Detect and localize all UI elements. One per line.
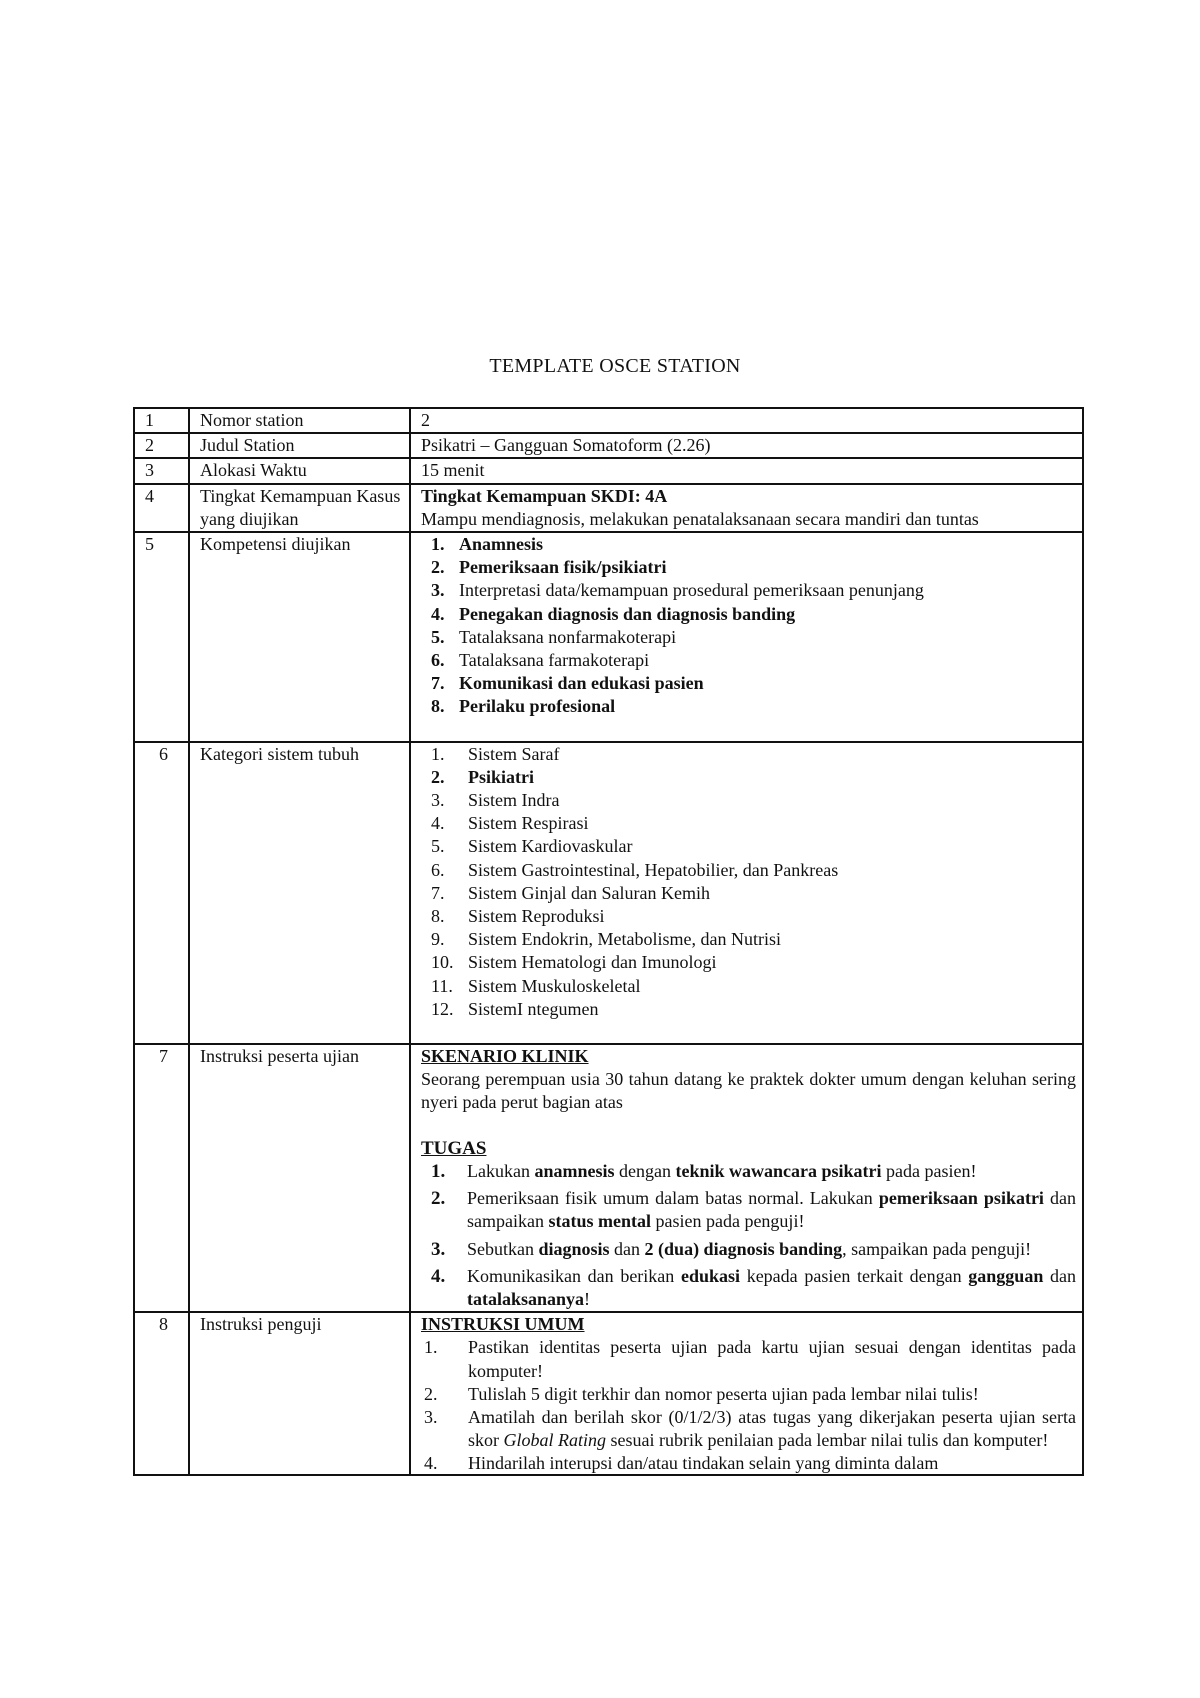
list-item: [421, 766, 1076, 789]
table-row: [134, 1312, 1083, 1475]
list-text: Sistem Respirasi: [468, 813, 589, 834]
row-number: 7: [134, 1044, 189, 1312]
table-row: [134, 408, 1083, 433]
list-text: sesuai rubrik penilaian pada lembar nilai tulis dan komputer!: [606, 1430, 1049, 1451]
row-label: Judul Station: [189, 433, 410, 458]
list-text: dan: [1043, 1265, 1077, 1286]
table-row: [134, 433, 1083, 458]
list-number: 8.: [431, 906, 445, 927]
general-instructions-heading: INSTRUKSI UMUM: [421, 1314, 585, 1335]
list-item: [421, 835, 1076, 858]
list-item: [421, 882, 1076, 905]
list-number: 1.: [431, 1160, 446, 1182]
list-item: [421, 998, 1076, 1021]
list-item: [421, 1336, 1076, 1382]
list-text: Psikiatri: [468, 766, 534, 787]
list-item: [421, 1383, 1076, 1406]
row-label: Kompetensi diujikan: [189, 532, 410, 742]
scenario-heading: SKENARIO KLINIK: [421, 1046, 589, 1067]
list-text: SistemI ntegumen: [468, 998, 599, 1019]
list-number: 4.: [431, 603, 445, 624]
list-text-bold: diagnosis: [538, 1238, 610, 1259]
table-row: [134, 742, 1083, 1044]
scenario-text: Seorang perempuan usia 30 tahun datang ke praktek dokter umum dengan keluhan sering nyeri pada perut bagian atas: [421, 1069, 1076, 1113]
row-label: Kategori sistem tubuh: [189, 742, 410, 1044]
list-text-bold: pemeriksaan psikatri: [878, 1188, 1044, 1209]
list-number: 3.: [424, 1406, 438, 1427]
row-value: 2: [410, 408, 1083, 433]
list-text-italic: Global Rating: [503, 1430, 606, 1451]
table-row: [134, 532, 1083, 742]
list-item: [421, 1238, 1076, 1261]
list-text: pada pasien!: [881, 1160, 977, 1181]
list-text: pasien pada penguji!: [650, 1211, 805, 1232]
list-text: Sistem Indra: [468, 790, 560, 811]
skdi-level-heading: Tingkat Kemampuan SKDI: 4A: [421, 485, 668, 506]
list-text: dengan: [614, 1160, 676, 1181]
list-text: Sistem Gastrointestinal, Hepatobilier, dan Pankreas: [468, 859, 839, 880]
row-label: Tingkat Kemampuan Kasus yang diujikan: [189, 484, 410, 532]
list-item: [421, 1160, 1076, 1183]
list-number: 10.: [431, 952, 454, 973]
list-text-bold: 2 (dua) diagnosis banding: [644, 1238, 843, 1259]
list-item: [421, 1265, 1076, 1311]
list-item: [421, 695, 1076, 718]
list-item: [421, 928, 1076, 951]
row-value: [410, 1312, 1083, 1475]
list-text: Hindarilah interupsi dan/atau tindakan selain yang diminta dalam: [468, 1453, 939, 1474]
list-text-bold: anamnesis: [534, 1160, 615, 1181]
list-item: [421, 951, 1076, 974]
list-number: 12.: [431, 998, 454, 1019]
row-value: [410, 532, 1083, 742]
list-number: 1.: [424, 1337, 438, 1358]
list-number: 8.: [431, 696, 445, 717]
list-text-bold: status mental: [548, 1211, 651, 1232]
list-text: Amatilah dan berilah skor (0/1/2/3) atas tugas yang dikerjakan peserta ujian serta skor: [468, 1406, 1076, 1451]
row-value: 15 menit: [410, 458, 1083, 483]
row-value: Psikatri – Gangguan Somatoform (2.26): [410, 433, 1083, 458]
list-text: Sistem Hematologi dan Imunologi: [468, 952, 717, 973]
list-number: 4.: [431, 813, 445, 834]
body-system-list: [421, 743, 1076, 1021]
list-text-bold: edukasi: [680, 1265, 741, 1286]
row-number: 6: [134, 742, 189, 1044]
list-item: [421, 556, 1076, 579]
list-item: [421, 859, 1076, 882]
list-text: Sistem Endokrin, Metabolisme, dan Nutrisi: [468, 929, 781, 950]
row-number: 5: [134, 532, 189, 742]
task-list: [421, 1160, 1076, 1311]
list-text-bold: gangguan: [968, 1265, 1044, 1286]
table-row: [134, 458, 1083, 483]
list-text: Tatalaksana nonfarmakoterapi: [459, 626, 677, 647]
list-text: , sampaikan pada penguji!: [842, 1238, 1032, 1259]
list-item: [421, 626, 1076, 649]
list-number: 5.: [431, 836, 445, 857]
list-number: 9.: [431, 929, 445, 950]
list-item: [421, 743, 1076, 766]
row-value: [410, 484, 1083, 532]
list-number: 11.: [431, 975, 453, 996]
table-row: [134, 1044, 1083, 1312]
list-text: Tulislah 5 digit terkhir dan nomor peserta ujian pada lembar nilai tulis!: [468, 1383, 979, 1404]
competency-list: [421, 533, 1076, 719]
row-label: Instruksi peserta ujian: [189, 1044, 410, 1312]
row-label: Alokasi Waktu: [189, 458, 410, 483]
list-text: !: [584, 1288, 591, 1309]
list-text: Tatalaksana farmakoterapi: [459, 650, 650, 671]
list-item: [421, 672, 1076, 695]
list-text: Komunikasi dan edukasi pasien: [459, 673, 704, 694]
examiner-instruction-list: [421, 1336, 1076, 1474]
list-number: 1.: [431, 743, 445, 764]
list-text: Perilaku profesional: [459, 696, 616, 717]
list-text: Sistem Reproduksi: [468, 906, 605, 927]
row-label: Instruksi penguji: [189, 1312, 410, 1475]
document-title: TEMPLATE OSCE STATION: [489, 355, 741, 377]
row-number: 2: [134, 433, 189, 458]
list-text: Interpretasi data/kemampuan prosedural pemeriksaan penunjang: [459, 580, 924, 601]
row-value: [410, 1044, 1083, 1312]
list-item: [421, 1452, 1076, 1474]
list-number: 4.: [424, 1453, 438, 1474]
list-text: Pastikan identitas peserta ujian pada kartu ujian sesuai dengan identitas pada komputer!: [468, 1337, 1076, 1381]
list-text: Sebutkan: [467, 1238, 539, 1259]
row-number: 4: [134, 484, 189, 532]
list-text: Sistem Muskuloskeletal: [468, 975, 641, 996]
row-value: [410, 742, 1083, 1044]
list-text: Komunikasikan dan berikan: [467, 1265, 681, 1286]
list-text: Sistem Kardiovaskular: [468, 836, 633, 857]
list-text: Penegakan diagnosis dan diagnosis banding: [459, 603, 796, 624]
list-number: 5.: [431, 626, 445, 647]
list-text: dan sampaikan: [467, 1188, 1076, 1232]
list-text: Sistem Saraf: [468, 743, 560, 764]
list-number: 2.: [431, 1188, 446, 1210]
list-text: dan: [609, 1238, 645, 1259]
list-item: [421, 649, 1076, 672]
list-item: [421, 579, 1076, 602]
list-text: Pemeriksaan fisik umum dalam batas normal. Lakukan: [467, 1188, 879, 1209]
list-number: 3.: [431, 1238, 446, 1260]
list-number: 6.: [431, 650, 445, 671]
list-item: [421, 1187, 1076, 1233]
list-text: Lakukan: [467, 1160, 535, 1181]
list-number: 7.: [431, 673, 445, 694]
list-text: kepada pasien terkait dengan: [740, 1265, 969, 1286]
list-item: [421, 905, 1076, 928]
list-text-bold: tatalaksananya: [467, 1288, 585, 1309]
row-number: 3: [134, 458, 189, 483]
task-heading: TUGAS: [421, 1137, 487, 1159]
list-item: [421, 975, 1076, 998]
list-text: Sistem Ginjal dan Saluran Kemih: [468, 882, 710, 903]
list-number: 7.: [431, 882, 445, 903]
row-label: Nomor station: [189, 408, 410, 433]
table-row: [134, 484, 1083, 532]
list-number: 2.: [431, 557, 445, 578]
list-text: Pemeriksaan fisik/psikiatri: [459, 557, 667, 578]
row-number: 1: [134, 408, 189, 433]
list-number: 6.: [431, 859, 445, 880]
list-item: [421, 1406, 1076, 1452]
list-number: 3.: [431, 790, 445, 811]
list-number: 3.: [431, 580, 445, 601]
list-item: [421, 789, 1076, 812]
skdi-level-description: Mampu mendiagnosis, melakukan penatalaksanaan secara mandiri dan tuntas: [421, 508, 979, 529]
list-item: [421, 533, 1076, 556]
list-number: 2.: [424, 1383, 438, 1404]
list-text: Anamnesis: [459, 534, 544, 555]
list-number: 1.: [431, 534, 445, 555]
list-item: [421, 603, 1076, 626]
list-number: 2.: [431, 766, 445, 787]
list-text-bold: teknik wawancara psikatri: [675, 1160, 882, 1181]
osce-station-table: [133, 407, 1084, 1476]
list-item: [421, 812, 1076, 835]
row-number: 8: [134, 1312, 189, 1475]
list-number: 4.: [431, 1265, 446, 1287]
